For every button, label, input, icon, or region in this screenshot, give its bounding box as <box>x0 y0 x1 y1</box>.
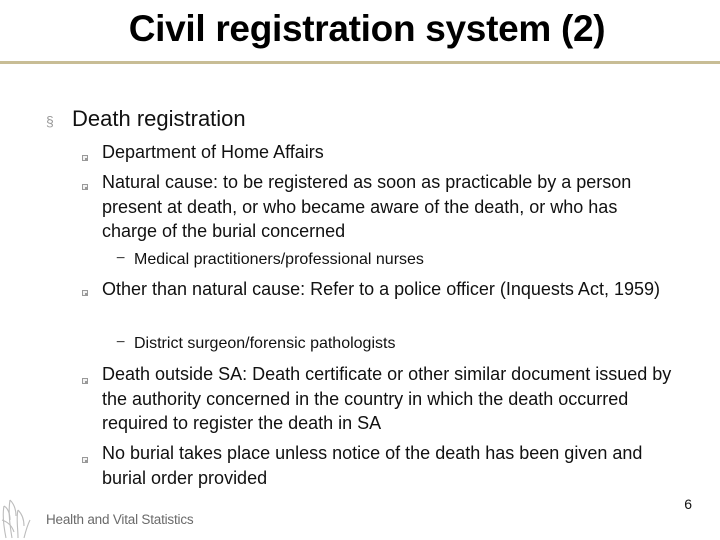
list-item: Natural cause: to be registered as soon as practicable by a person present at death, or who became aware of the death, or who has charge of the burial concerned <box>102 172 632 242</box>
title-rule <box>0 61 720 64</box>
list-item: Death outside SA: Death certificate or other similar document issued by the authority concerned in the country in which the death occurred required to register the death in SA <box>102 364 672 434</box>
slide-title: Civil registration system (2) <box>128 8 606 49</box>
page-number: 6 <box>684 496 692 512</box>
section-heading: Death registration <box>72 106 246 131</box>
protea-logo-icon <box>0 480 60 540</box>
footer-text: Health and Vital Statistics <box>46 512 194 527</box>
square-bullet-icon <box>82 155 88 161</box>
square-bullet-icon <box>82 378 88 384</box>
square-bullet-icon <box>82 290 88 296</box>
list-item: Other than natural cause: Refer to a police officer (Inquests Act, 1959) <box>102 279 660 299</box>
square-bullet-icon <box>82 184 88 190</box>
sub-list-item: District surgeon/forensic pathologists <box>134 335 396 352</box>
dash-icon: − <box>116 334 126 351</box>
dash-icon: − <box>116 250 126 267</box>
level1-bullet-icon: § <box>46 113 54 129</box>
list-item: No burial takes place unless notice of the death has been given and burial order provided <box>102 443 643 488</box>
list-item: Department of Home Affairs <box>102 142 324 162</box>
sub-list-item: Medical practitioners/professional nurses <box>134 251 424 268</box>
square-bullet-icon <box>82 457 88 463</box>
